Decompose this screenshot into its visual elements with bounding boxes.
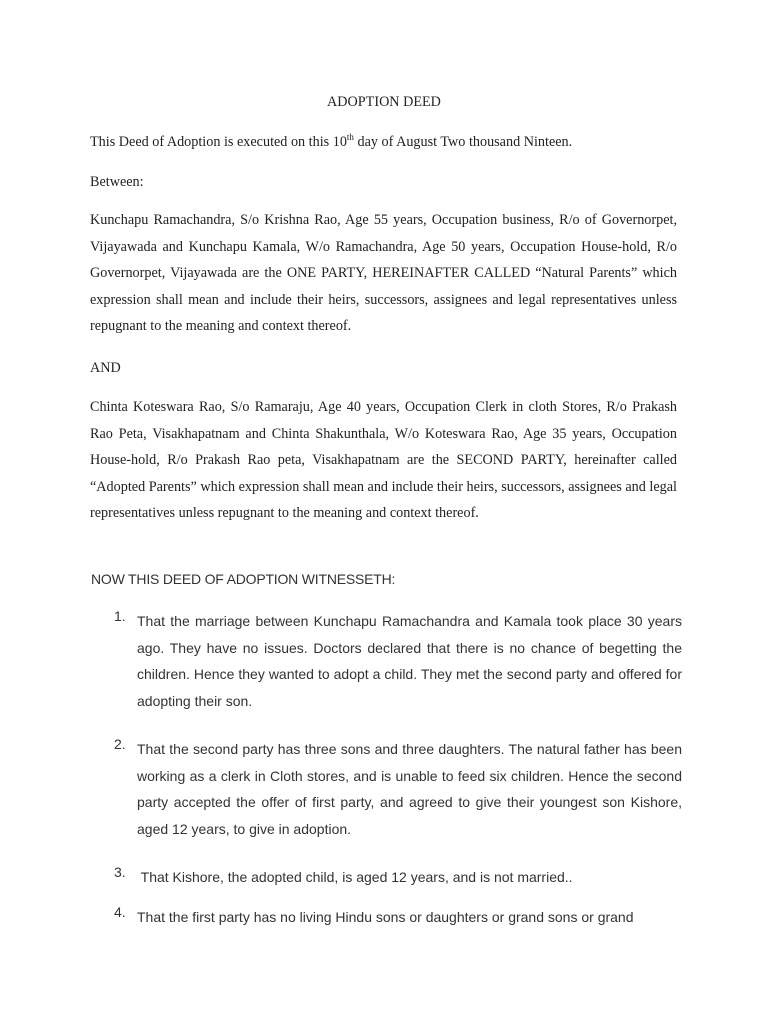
clause-text: That the marriage between Kunchapu Ramachandra and Kamala took place 30 years ago. They have no issues. Doctors declared that there is no chance of begetting the children. Hence they wanted to adopt a child. They met the second party and offered for adopting their son. (137, 613, 682, 709)
between-label: Between: (90, 174, 144, 190)
and-label: AND (90, 360, 121, 376)
clause-number: 3. (114, 864, 126, 880)
clause-text: That Kishore, the adopted child, is aged 12 years, and is not married.. (137, 869, 573, 885)
intro-superscript: th (346, 132, 354, 142)
intro-text-continued: day of August Two thousand Ninteen. (353, 134, 573, 150)
clause-number: 4. (114, 904, 126, 920)
party-one-paragraph: Kunchapu Ramachandra, S/o Krishna Rao, Age 55 years, Occupation business, R/o of Governorpet, Vijayawada and Kunchapu Kamala, W/o Ramachandra, Age 50 years, Occupation House-hold, R/o Governorpet, Vijayawada are the ONE PARTY, HEREINAFTER CALLED “Natural Parents” which expression shall mean and include their heirs, successors, assignees and legal representatives unless repugnant to the meaning and context thereof. (90, 212, 677, 335)
party-two-paragraph: Chinta Koteswara Rao, S/o Ramaraju, Age 40 years, Occupation Clerk in cloth Stores, R/o Prakash Rao Peta, Visakhapatnam and Chinta Shakunthala, W/o Koteswara Rao, Age 35 years, Occupation House-hold, R/o Prakash Rao peta, Visakhapatnam are the SECOND PARTY, hereinafter called “Adopted Parents” which expression shall mean and include their heirs, successors, assignees and legal representatives unless repugnant to the meaning and context thereof. (90, 399, 677, 522)
clause-text: That the second party has three sons and three daughters. The natural father has been working as a clerk in Cloth stores, and is unable to feed six children. Hence the second party accepted the offer of first party, and agreed to give their youngest son Kishore, aged 12 years, to give in adoption. (137, 741, 682, 837)
witnesseth-heading: NOW THIS DEED OF ADOPTION WITNESSETH: (91, 571, 396, 587)
clause-text: That the first party has no living Hindu sons or daughters or grand sons or grand (137, 909, 634, 925)
clause-number: 2. (114, 736, 126, 752)
intro-line (90, 134, 572, 151)
document-title: ADOPTION DEED (327, 94, 441, 110)
clause-number: 1. (114, 608, 126, 624)
intro-text: This Deed of Adoption is executed on this 10 (90, 134, 347, 150)
